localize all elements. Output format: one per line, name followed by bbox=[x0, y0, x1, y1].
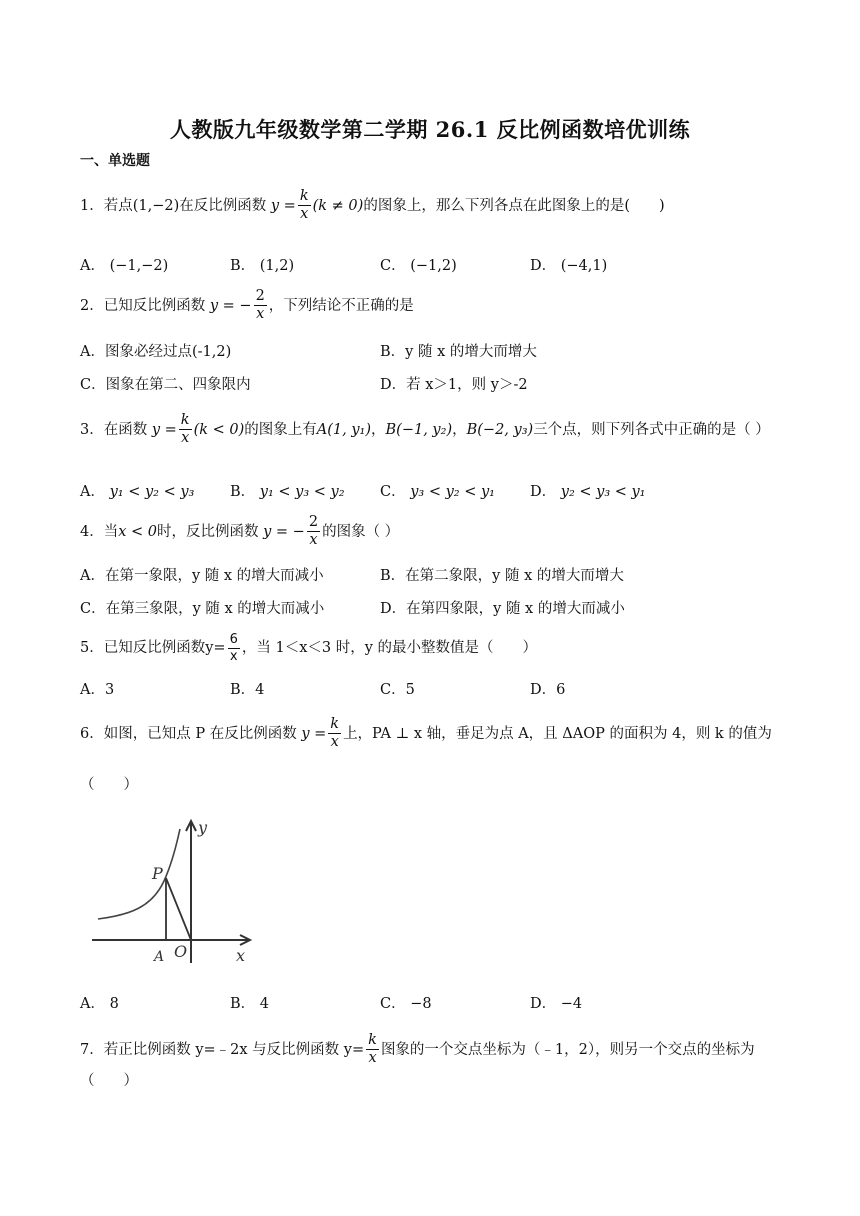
q1-text-pre: 1．若点 bbox=[80, 197, 133, 214]
q6-option-a bbox=[80, 992, 119, 1013]
question-1 bbox=[80, 188, 665, 224]
q2-option-d bbox=[380, 373, 528, 394]
q1-option-d bbox=[530, 254, 607, 275]
option-value: (1,2) bbox=[259, 258, 295, 274]
q2-option-c bbox=[80, 373, 251, 394]
q3-text-mid: 的图象上有 bbox=[244, 421, 317, 438]
q4-text-pre: 4．当 bbox=[80, 523, 119, 540]
option-value: 图象在第二、四象限内 bbox=[105, 377, 251, 393]
option-label: D． bbox=[530, 258, 557, 274]
q1-denominator: x bbox=[300, 206, 309, 223]
q4-condition: x < 0 bbox=[118, 523, 158, 540]
q1-text-mid: 在反比例函数 bbox=[179, 197, 267, 214]
q1-text-post: 的图象上，那么下列各点在此图象上的是( ) bbox=[363, 197, 665, 214]
q4-option-b bbox=[380, 564, 624, 585]
q3-condition: (k < 0) bbox=[193, 421, 245, 438]
label-a: A bbox=[154, 949, 165, 965]
option-value: (−1,2) bbox=[410, 258, 457, 274]
label-y: y bbox=[198, 818, 208, 837]
separator: ， bbox=[371, 421, 386, 438]
q4-denominator: x bbox=[309, 532, 318, 549]
q6-fraction bbox=[328, 716, 341, 752]
q3-denominator: x bbox=[181, 430, 190, 447]
label-p: P bbox=[152, 864, 163, 883]
option-label: C． bbox=[380, 258, 406, 274]
option-value: (−4,1) bbox=[560, 258, 608, 274]
q2-text-post: ，下列结论不正确的是 bbox=[268, 297, 414, 314]
q7-denominator: x bbox=[368, 1050, 377, 1067]
q5-option-b bbox=[230, 678, 264, 699]
q6-numerator: k bbox=[328, 716, 341, 734]
option-value: y₁ < y₂ < y₃ bbox=[109, 484, 195, 500]
option-label: C． bbox=[80, 377, 106, 393]
q2-text-pre: 2．已知反比例函数 bbox=[80, 297, 206, 314]
option-value: 8 bbox=[109, 996, 119, 1012]
option-value: (−1,−2) bbox=[109, 258, 169, 274]
q7-fraction bbox=[366, 1032, 379, 1068]
question-6 bbox=[80, 716, 772, 752]
option-value: 在第二象限，y 随 x 的增大而增大 bbox=[405, 568, 624, 584]
q4-option-c bbox=[80, 597, 324, 618]
q3-text-post: 三个点，则下列各式中正确的是（ ） bbox=[533, 421, 770, 438]
option-value: 在第四象限，y 随 x 的增大而减小 bbox=[406, 601, 625, 617]
q3-option-b bbox=[230, 480, 345, 501]
option-label: A． bbox=[80, 996, 105, 1012]
option-label: C． bbox=[80, 601, 106, 617]
option-label: B． bbox=[230, 484, 256, 500]
option-value: −8 bbox=[410, 996, 432, 1012]
option-value: y₁ < y₃ < y₂ bbox=[259, 484, 345, 500]
option-label: D． bbox=[380, 377, 407, 393]
option-label: D． bbox=[530, 682, 557, 698]
option-label: D． bbox=[530, 996, 557, 1012]
question-7 bbox=[80, 1032, 755, 1068]
option-label: B． bbox=[230, 996, 256, 1012]
option-value: 4 bbox=[259, 996, 269, 1012]
q4-numerator: 2 bbox=[307, 514, 320, 532]
question-4 bbox=[80, 514, 399, 550]
q2-function-lhs: y = − bbox=[209, 297, 252, 314]
option-label: A． bbox=[80, 484, 105, 500]
q4-option-a bbox=[80, 564, 324, 585]
q2-fraction bbox=[254, 288, 267, 324]
option-label: A． bbox=[80, 682, 105, 698]
q1-option-c bbox=[380, 254, 457, 275]
q7-text-post: 图象的一个交点坐标为（﹣1，2），则另一个交点的坐标为 bbox=[380, 1041, 755, 1058]
label-o: O bbox=[174, 942, 188, 961]
q3-option-a bbox=[80, 480, 194, 501]
q4-fraction bbox=[307, 514, 320, 550]
document-title: 人教版九年级数学第二学期 26.1 反比例函数培优训练 bbox=[169, 117, 691, 142]
question-2 bbox=[80, 288, 414, 324]
q3-fraction bbox=[179, 412, 192, 448]
q6-option-c bbox=[380, 992, 432, 1013]
q6-text-post: 上，PA ⊥ x 轴，垂足为点 A，且 ΔAOP 的面积为 4，则 k 的值为 bbox=[343, 725, 772, 742]
q6-option-b bbox=[230, 992, 269, 1013]
q5-text-pre: 5．已知反比例函数 bbox=[80, 640, 206, 657]
q1-fraction bbox=[298, 188, 311, 224]
option-label: A． bbox=[80, 344, 105, 360]
option-value: 图象必经过点(-1,2) bbox=[104, 344, 232, 360]
q6-denominator: x bbox=[330, 734, 339, 751]
q1-function-lhs: y = bbox=[270, 197, 296, 214]
option-value: 4 bbox=[255, 682, 265, 698]
q3-option-d bbox=[530, 480, 646, 501]
q5-option-d bbox=[530, 678, 565, 699]
option-label: B． bbox=[380, 568, 406, 584]
q1-option-b bbox=[230, 254, 294, 275]
q2-numerator: 2 bbox=[254, 288, 267, 306]
option-label: A． bbox=[80, 568, 105, 584]
q2-option-a bbox=[80, 340, 231, 361]
option-label: D． bbox=[380, 601, 407, 617]
section-heading: 一、单选题 bbox=[80, 153, 150, 169]
question-3 bbox=[80, 412, 770, 448]
q5-option-c bbox=[380, 678, 415, 699]
option-label: B． bbox=[230, 258, 256, 274]
option-value: y₃ < y₂ < y₁ bbox=[410, 484, 495, 500]
q1-condition: (k ≠ 0) bbox=[312, 197, 364, 214]
q3-function-lhs: y = bbox=[151, 421, 177, 438]
q3-numerator: k bbox=[179, 412, 192, 430]
q5-fraction bbox=[228, 632, 240, 664]
segment-po bbox=[166, 878, 191, 940]
separator: ， bbox=[452, 421, 467, 438]
option-value: y₂ < y₃ < y₁ bbox=[560, 484, 646, 500]
q7-text-pre: 7．若正比例函数 y=﹣2x 与反比例函数 y= bbox=[80, 1041, 365, 1058]
option-label: A． bbox=[80, 258, 105, 274]
option-label: D． bbox=[530, 484, 557, 500]
q5-numerator: 6 bbox=[229, 632, 238, 647]
q5-text-post: ，当 1＜x＜3 时，y 的最小整数值是（ ） bbox=[241, 640, 538, 657]
option-label: C． bbox=[380, 484, 406, 500]
q4-function-lhs: y = − bbox=[263, 523, 305, 540]
q5-function-lhs: y= bbox=[205, 640, 226, 657]
question-5 bbox=[80, 632, 537, 664]
label-x: x bbox=[236, 946, 246, 965]
q7-numerator: k bbox=[366, 1032, 379, 1050]
q3-text-pre: 3．在函数 bbox=[80, 421, 148, 438]
q3-point-b1: B(−1, y₂) bbox=[385, 421, 453, 438]
q3-option-c bbox=[380, 480, 495, 501]
q3-point-a: A(1, y₁) bbox=[316, 421, 372, 438]
q2-option-b bbox=[380, 340, 537, 361]
q6-figure bbox=[90, 815, 260, 970]
q5-denominator: x bbox=[229, 648, 238, 664]
q1-option-a bbox=[80, 254, 168, 275]
q1-numerator: k bbox=[298, 188, 311, 206]
option-value: 5 bbox=[405, 682, 415, 698]
option-value: 在第三象限，y 随 x 的增大而减小 bbox=[105, 601, 325, 617]
option-value: 在第一象限，y 随 x 的增大而减小 bbox=[104, 568, 324, 584]
option-value: y 随 x 的增大而增大 bbox=[405, 344, 537, 360]
q6-blank: （ ） bbox=[80, 777, 138, 793]
option-label: B． bbox=[380, 344, 406, 360]
option-label: C． bbox=[380, 996, 406, 1012]
q5-option-a bbox=[80, 678, 114, 699]
option-label: B． bbox=[230, 682, 256, 698]
q3-point-b2: B(−2, y₃) bbox=[466, 421, 534, 438]
option-value: −4 bbox=[560, 996, 583, 1012]
q1-point: (1,−2) bbox=[132, 197, 180, 214]
q7-blank: （ ） bbox=[80, 1073, 138, 1089]
q2-denominator: x bbox=[256, 306, 265, 323]
hyperbola-curve bbox=[98, 829, 180, 919]
q6-function-lhs: y = bbox=[301, 725, 327, 742]
option-value: 3 bbox=[104, 682, 115, 698]
option-value: 6 bbox=[556, 682, 566, 698]
q6-option-d bbox=[530, 992, 582, 1013]
q4-text-mid: 时，反比例函数 bbox=[157, 523, 259, 540]
q4-text-post: 的图象（ ） bbox=[322, 523, 400, 540]
q4-option-d bbox=[380, 597, 625, 618]
q6-text-pre: 6．如图，已知点 P 在反比例函数 bbox=[80, 725, 297, 742]
option-label: C． bbox=[380, 682, 406, 698]
option-value: 若 x＞1，则 y＞-2 bbox=[406, 377, 528, 393]
